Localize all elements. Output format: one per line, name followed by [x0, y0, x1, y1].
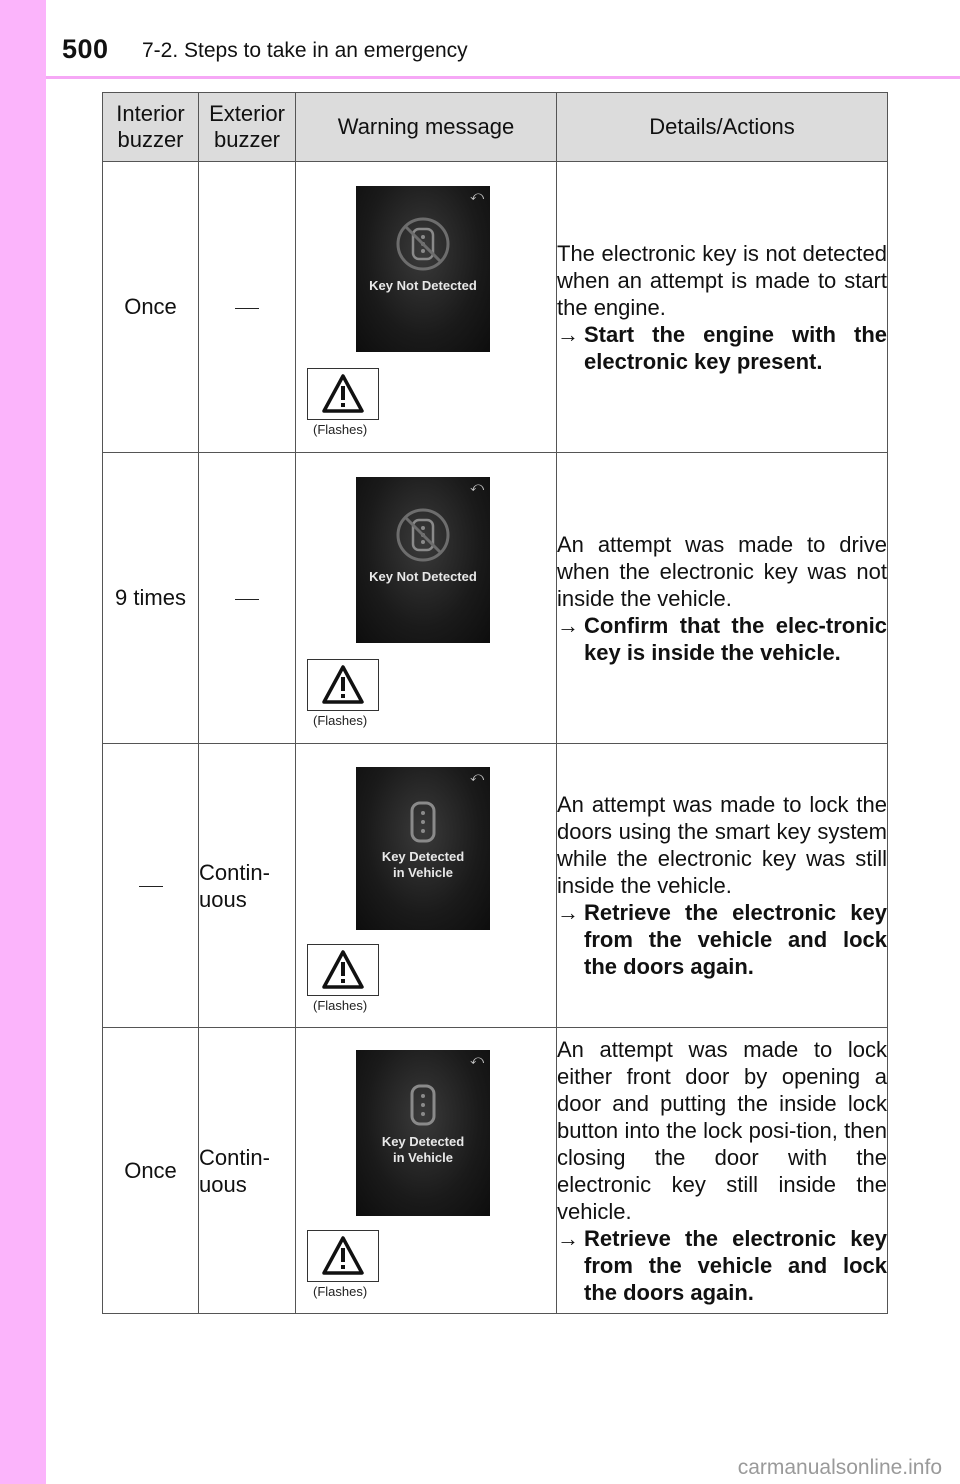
table-row [103, 453, 888, 744]
interior-buzzer-cell: Once [103, 1028, 199, 1314]
table-row [103, 1028, 888, 1314]
exterior-buzzer-cell: Contin-uous [199, 744, 296, 1028]
dash-mark [235, 599, 259, 600]
master-warning-indicator [307, 944, 379, 996]
screen-text-line1: Key Detected [381, 849, 465, 864]
warning-message-cell [296, 453, 557, 744]
action-item [557, 1225, 887, 1306]
arrow-right-icon: → [557, 321, 579, 347]
screen-text-line1: Key Not Detected [369, 278, 477, 293]
arrow-right-icon: → [557, 612, 579, 638]
details-actions-cell [557, 162, 888, 453]
header-warning-message: Warning message [296, 93, 557, 162]
detail-text: The electronic key is not detected when an attempt is made to start the engine. [557, 240, 887, 320]
warning-message-cell [296, 162, 557, 453]
warning-triangle-icon [321, 949, 365, 991]
warning-message-cell [296, 1028, 557, 1314]
header-exterior-buzzer: Exterior buzzer [199, 93, 296, 162]
back-arrow-icon: ⤺ [470, 479, 484, 494]
dash-mark [139, 886, 163, 887]
master-warning-indicator [307, 1230, 379, 1282]
exterior-buzzer-cell [199, 453, 296, 744]
master-warning-indicator [307, 659, 379, 711]
warning-triangle-icon [321, 664, 365, 706]
table-header-row [103, 93, 888, 162]
details-actions-cell [557, 744, 888, 1028]
arrow-right-icon: → [557, 1225, 579, 1251]
table-row [103, 744, 888, 1028]
detail-text: An attempt was made to lock either front door by opening a door and putting the inside lock button into the lock posi-tion, then closing the door with the electronic key still inside the vehicle. [557, 1036, 887, 1224]
action-text: Start the engine with the electronic key present. [584, 321, 887, 374]
display-screen [356, 477, 490, 643]
back-arrow-icon: ⤺ [470, 1052, 484, 1067]
flashes-label: (Flashes) [313, 713, 368, 728]
warning-table [102, 92, 888, 1314]
key-not-detected-icon [395, 216, 451, 272]
display-screen [356, 1050, 490, 1216]
interior-buzzer-cell [103, 744, 199, 1028]
warning-triangle-icon [321, 1235, 365, 1277]
flashes-label: (Flashes) [313, 998, 368, 1013]
action-text: Retrieve the electronic key from the vehicle and lock the doors again. [584, 1225, 887, 1305]
display-screen [356, 767, 490, 930]
screen-text-line1: Key Not Detected [369, 569, 477, 584]
screen-text-line2: in Vehicle [393, 1150, 453, 1165]
details-actions-cell [557, 1028, 888, 1314]
warning-triangle-icon [321, 373, 365, 415]
page-number: 500 [62, 34, 109, 64]
watermark: carmanualsonline.info [737, 1456, 942, 1479]
exterior-buzzer-cell [199, 162, 296, 453]
flashes-label: (Flashes) [313, 1284, 368, 1299]
warning-message-cell [296, 744, 557, 1028]
details-actions-cell [557, 453, 888, 744]
header-interior-buzzer: Interior buzzer [103, 93, 199, 162]
interior-buzzer-cell: 9 times [103, 453, 199, 744]
dash-mark [235, 308, 259, 309]
action-text: Confirm that the elec-tronic key is inside the vehicle. [584, 612, 887, 665]
back-arrow-icon: ⤺ [470, 188, 484, 203]
screen-text-line1: Key Detected [381, 1134, 465, 1149]
detail-text: An attempt was made to lock the doors using the smart key system while the electronic key was still inside the vehicle. [557, 792, 887, 898]
side-tab-bar [0, 0, 46, 1484]
display-screen [356, 186, 490, 352]
key-fob-icon [395, 797, 451, 853]
interior-buzzer-cell: Once [103, 162, 199, 453]
exterior-buzzer-cell: Contin-uous [199, 1028, 296, 1314]
key-not-detected-icon [395, 507, 451, 563]
section-title: 7-2. Steps to take in an emergency [142, 39, 468, 62]
header-details-actions: Details/Actions [557, 93, 888, 162]
back-arrow-icon: ⤺ [470, 769, 484, 784]
table-row [103, 162, 888, 453]
screen-text-line2: in Vehicle [393, 865, 453, 880]
flashes-label: (Flashes) [313, 422, 368, 437]
key-fob-icon [395, 1080, 451, 1136]
master-warning-indicator [307, 368, 379, 420]
action-item [557, 899, 887, 980]
arrow-right-icon: → [557, 900, 579, 925]
action-item [557, 612, 887, 666]
action-item [557, 321, 887, 375]
action-text: Retrieve the electronic key from the vehicle and lock the doors again. [584, 900, 887, 979]
detail-text: An attempt was made to drive when the electronic key was not inside the vehicle. [557, 531, 887, 611]
